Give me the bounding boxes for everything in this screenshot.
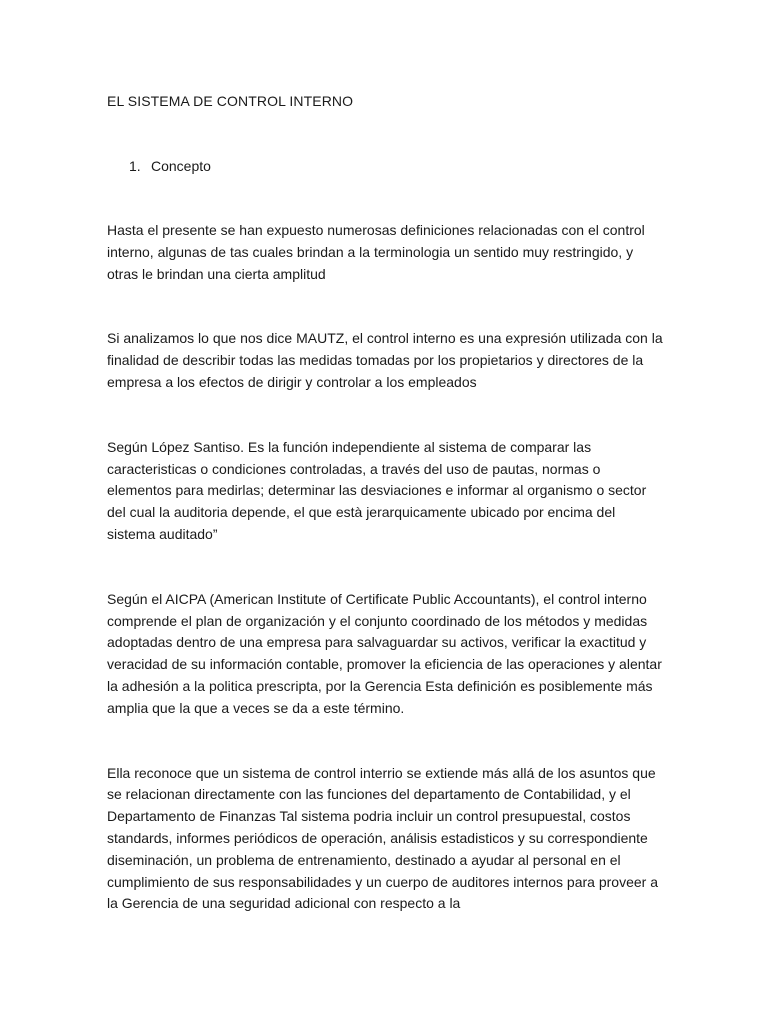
paragraph-3: Según López Santiso. Es la función independiente al sistema de comparar las caracteristicas o condiciones controladas, a través del uso de pautas, normas o elementos para medirlas; determinar las desviaciones e informar al organismo o sector del cual la auditoria depende, el que està jerarquicamente ubicado por encima del sistema auditado” — [107, 438, 647, 542]
document-body — [107, 90, 667, 915]
paragraph-5: Ella reconoce que un sistema de control interrio se extiende más allá de los asuntos que se relacionan directamente con las funciones del departamento de Contabilidad, y el Departamento de Finanzas Tal sistema podria incluir un control presupuestal, costos standards, informes periódicos de operación, análisis estadisticos y su correspondiente diseminación, un problema de entrenamiento, destinado a ayudar al personal en el cumplimiento de sus responsabilidades y un cuerpo de auditores internos para proveer a la Gerencia de una seguridad adicional con respecto a la — [107, 764, 658, 912]
section-number: 1. — [129, 158, 141, 174]
document-title: EL SISTEMA DE CONTROL INTERNO — [107, 93, 354, 109]
section-heading-item — [107, 155, 667, 177]
paragraph-4: Según el AICPA (American Institute of Certificate Public Accountants), el control interno comprende el plan de organización y el conjunto coordinado de los métodos y medidas adoptadas dentro de una empresa para salvaguardar su activos, verificar la exactitud y veracidad de su información contable, promover la eficiencia de las operaciones y alentar la adhesión a la politica prescripta, por la Gerencia Esta definición es posiblemente más amplia que la que a veces se da a este término. — [107, 590, 662, 716]
paragraph-2: Si analizamos lo que nos dice MAUTZ, el control interno es una expresión utilizada con la finalidad de describir todas las medidas tomadas por los propietarios y directores de la empresa a los efectos de dirigir y controlar a los empleados — [107, 330, 663, 390]
section-heading-list — [107, 155, 667, 177]
section-title: Concepto — [151, 158, 211, 174]
paragraph-1: Hasta el presente se han expuesto numerosas definiciones relacionadas con el control interno, algunas de tas cuales brindan a la terminologia un sentido muy restringido, y otras le brindan una cierta amplitud — [107, 222, 645, 282]
